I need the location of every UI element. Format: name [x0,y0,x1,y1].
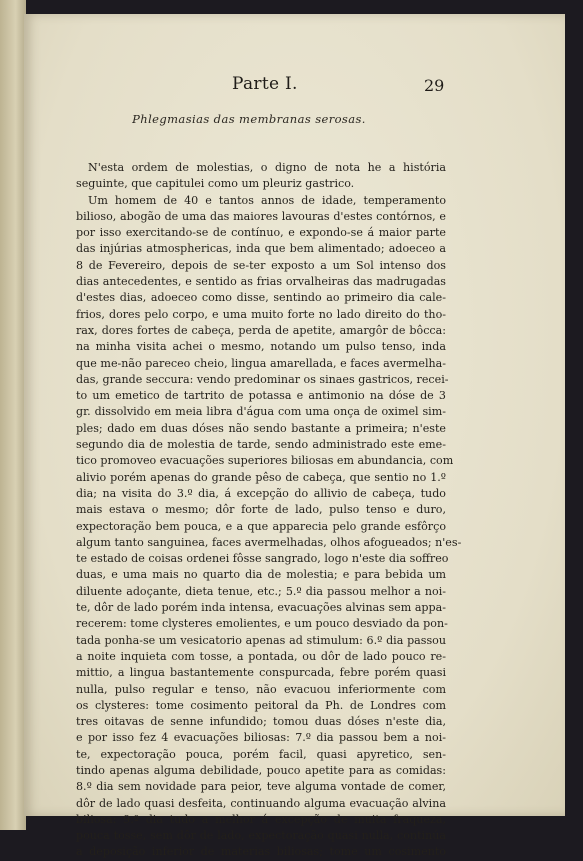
text-line: a noite inquieta com tosse, a pontada, ou dôr de lado pouco re- [76,649,446,663]
text-line: biliosa: 9.º dia tudo a melhor á excepção de muita fraqueza, [76,812,446,826]
text-line: algum tanto sanguinea, faces avermelhadas, olhos afogueados; n'es- [76,535,462,549]
text-line: tada ponha-se um vesicatorio apenas ad stimulum: 6.º dia passou [76,633,446,647]
text-line: das, grande seccura: vendo predominar os sinaes gastricos, recei- [76,372,449,386]
text-line: bilioso, abogão de uma das maiores lavouras d'estes contórnos, e [76,209,446,223]
text-line: segundo dia de molestia de tarde, sendo administrado este eme- [76,438,446,452]
section-heading: Phlegmasias das membranas serosas. [132,112,366,126]
text-line: tico promoveo evacuações superiores biliosas em abundancia, com [76,454,454,468]
text-line: dôr de lado quasi desfeita, continuando alguma evacuação alvina [76,796,446,810]
text-line: duas, e uma mais no quarto dia de molestia; e para bebida um [76,568,446,582]
text-line: alivio porém apenas do grande pêso de cabeça, que sentio no 1.º [76,470,446,484]
text-line: seguinte, que capitulei como um pleuriz gastrico. [76,177,355,191]
text-line: te estado de coisas ordenei fôsse sangrado, logo n'este dia soffreo [76,552,449,566]
text-line: os clysteres: tome cosimento peitoral da Ph. de Londres com [76,698,446,712]
text-line: Um homem de 40 e tantos annos de idade, temperamento [88,193,446,207]
text-line: d'estes dias, adoeceo como disse, sentindo ao primeiro dia cale- [76,291,446,305]
text-line: recerem: tome clysteres emolientes, e um pouco desviado da pon- [76,617,448,631]
text-line: frios, dores pelo corpo, e uma muito forte no lado direito do tho- [76,307,446,321]
text-line: mittio, a lingua bastantemente conspurcada, febre porém quasi [76,666,446,680]
text-line: e por isso fez 4 evacuações biliosas: 7.º dia passou bem a noi- [76,731,446,745]
text-line: tres oitavas de senne infundido; tomou duas dóses n'este dia, [76,715,446,729]
text-line: te, expectoração pouca, porém facil, quasi apyretico, sen- [76,747,446,761]
text-line: te, dôr de lado porém inda intensa, evacuações alvinas sem appa- [76,601,446,615]
text-line: rax, dores fortes de cabeça, perda de apetite, amargôr de bôcca: [76,323,446,337]
text-line: das injúrias atmosphericas, inda que bem alimentado; adoeceo a [76,242,446,256]
text-line: expectoração bem pouca, e a que apparecia pelo grande esfôrço [76,519,446,533]
text-line: dia; na visita do 3.º dia, á excepção do allivio de cabeça, tudo [76,486,446,500]
text-line: por isso exercitando-se de contínuo, e expondo-se á maior parte [76,226,446,240]
text-line: 8 de Fevereiro, depois de se-ter exposto a um Sol intenso dos [76,258,446,272]
text-line: pouca tosse, sem dôr de lado, expectoração quasi nulla, continúa [76,829,446,843]
text-line: ples; dado em duas dóses não sendo bastante a primeira; n'este [76,421,446,435]
text-line: a deposição inferior de materias biliosas; tome um cosimento [76,845,446,859]
text-line: nulla, pulso regular e tenso, não evacuou inferiormente com [76,682,446,696]
text-line: na minha visita achei o mesmo, notando um pulso tenso, inda [76,340,446,354]
page-number: 29 [424,76,445,95]
text-line: mais estava o mesmo; dôr forte de lado, pulso tenso e duro, [76,503,446,517]
text-line: to um emetico de tartrito de potassa e antimonio na dóse de 3 [76,389,446,403]
text-line: N'esta ordem de molestias, o digno de nota he a história [88,161,446,174]
facing-page-edge [0,0,26,830]
text-line: 8.º dia sem novidade para peior, teve alguma vontade de comer, [76,780,446,794]
body-text [76,160,462,861]
text-line: que me-não pareceo cheio, lingua amarellada, e faces avermelha- [76,356,446,370]
running-title: Parte I. [232,74,298,94]
text-line: tindo apenas alguma debilidade, pouco apetite para as comidas: [76,763,446,777]
text-line: diluente adoçante, dieta tenue, etc.; 5.º dia passou melhor a noi- [76,584,446,598]
text-line: dias antecedentes, e sentido as frias orvalheiras das madrugadas [76,275,446,289]
text-line: gr. dissolvido em meia libra d'água com uma onça de oximel sim- [76,405,446,419]
book-page [24,14,565,859]
